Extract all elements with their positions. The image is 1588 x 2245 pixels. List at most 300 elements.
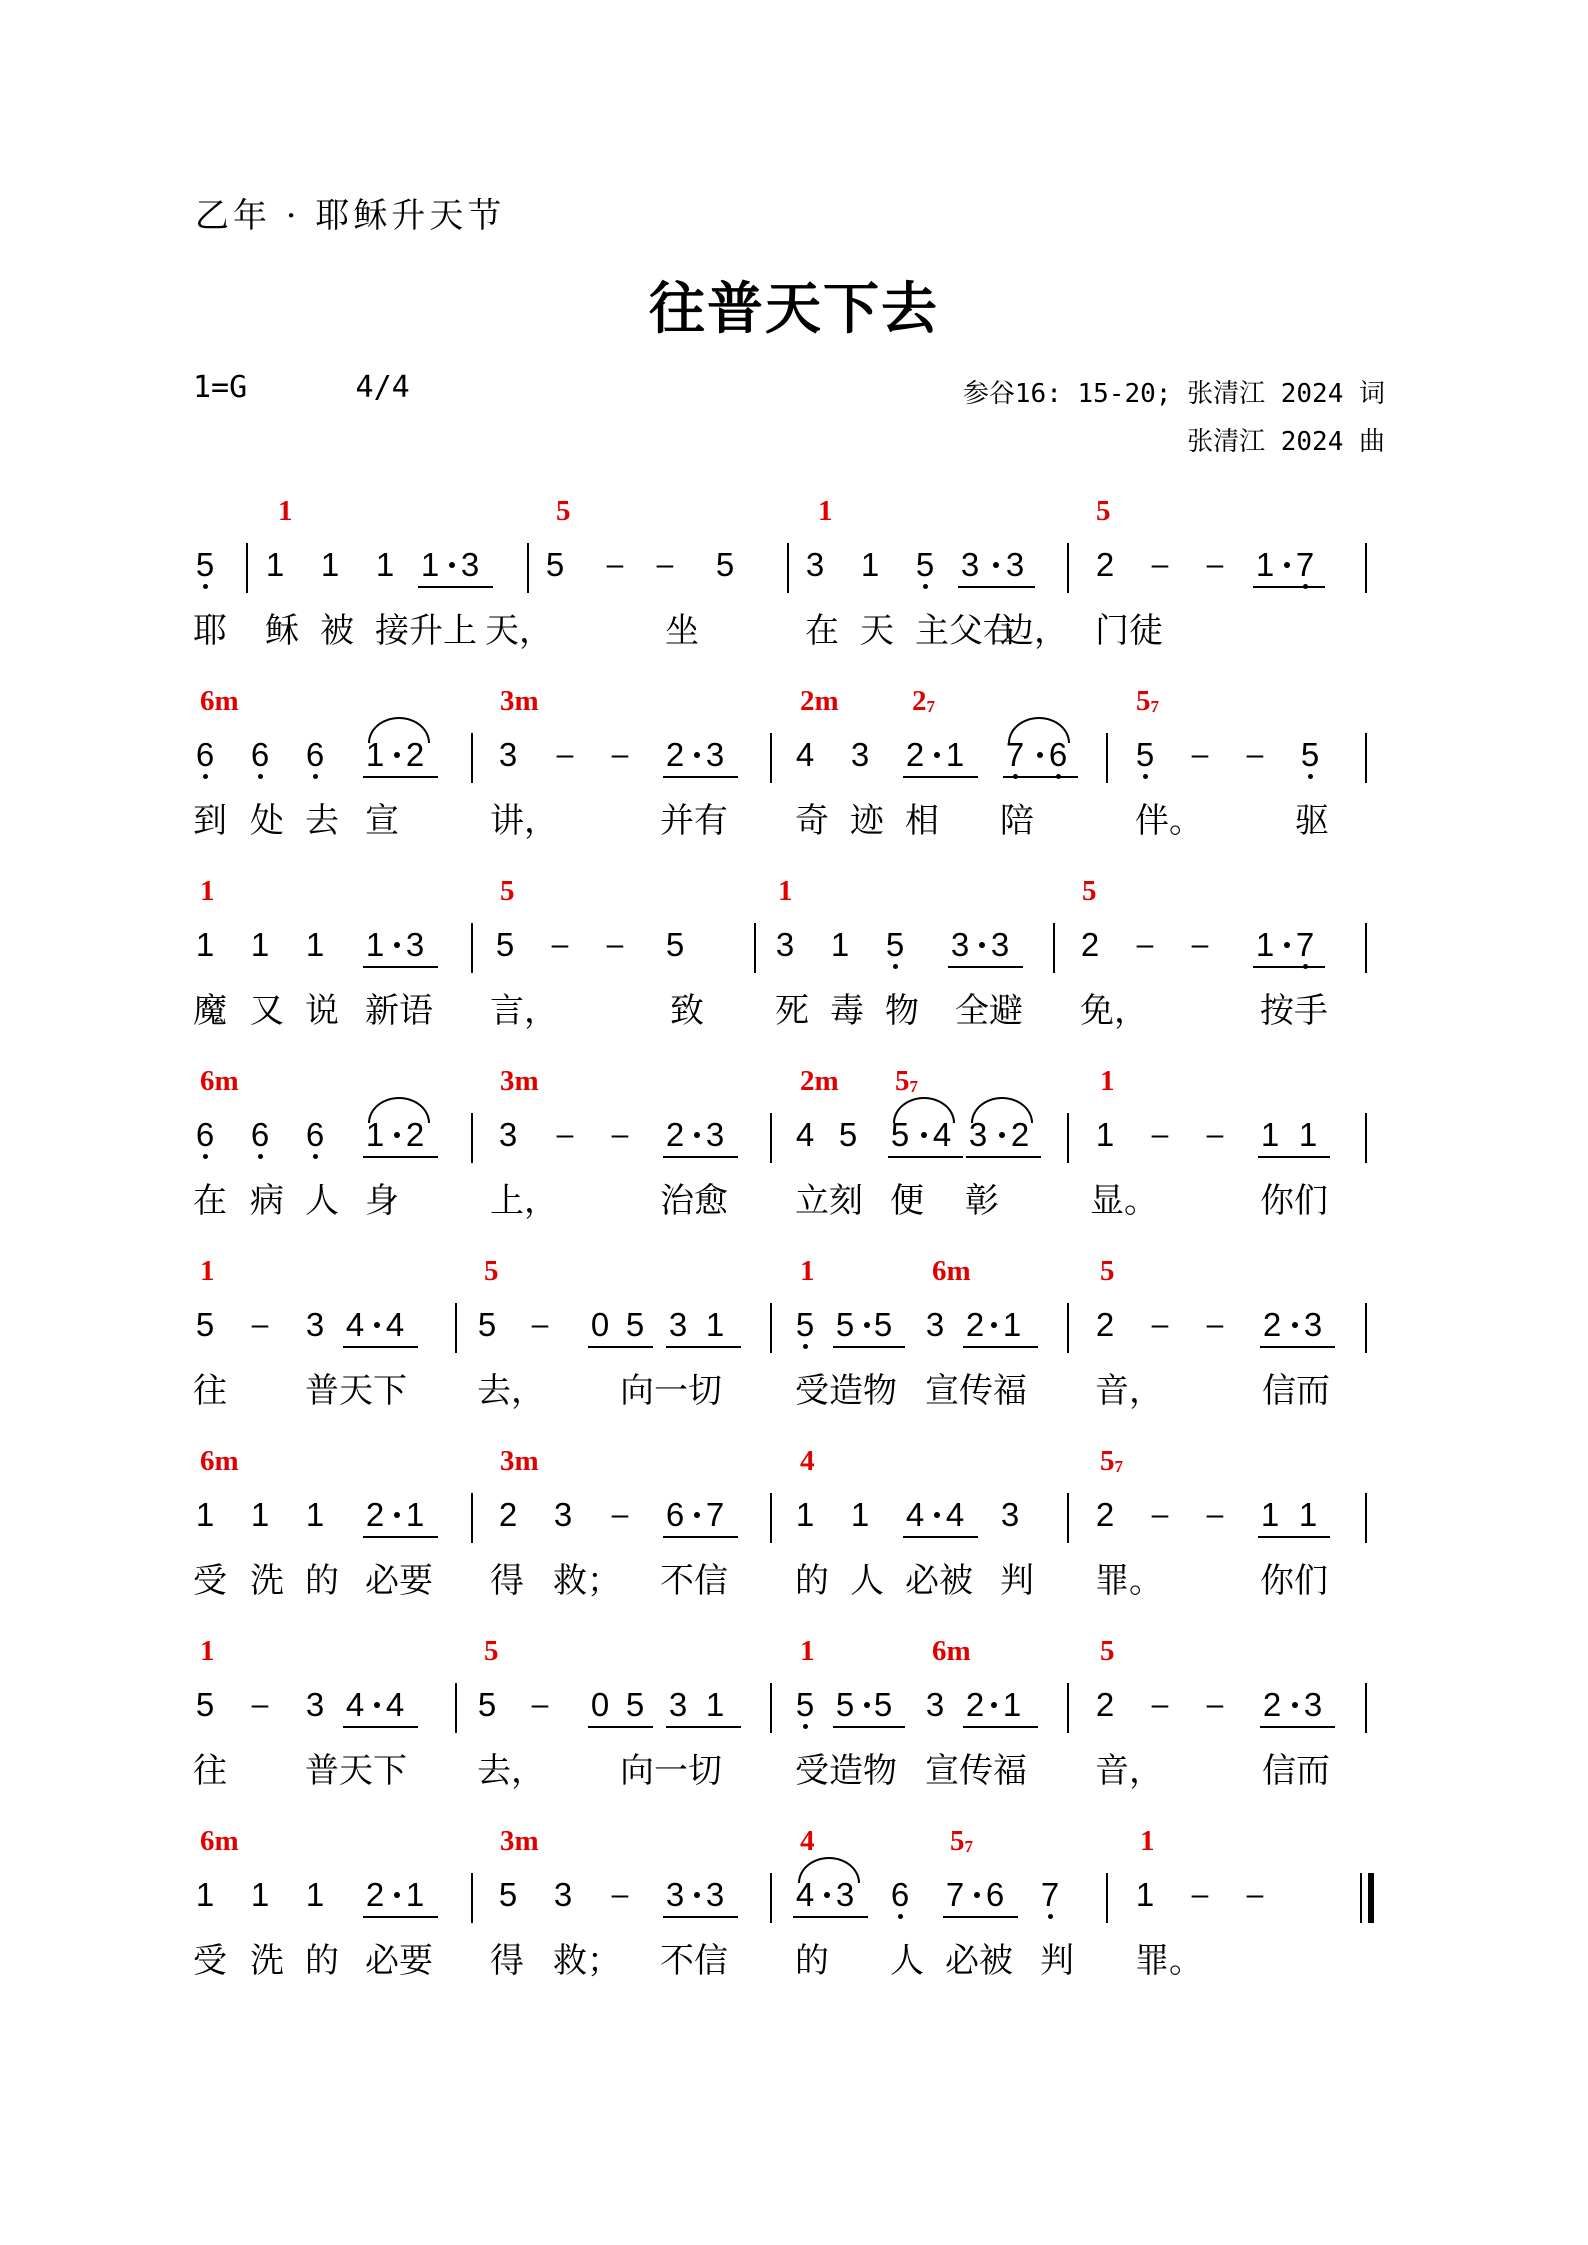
score-system	[0, 1635, 1588, 1825]
note-numeral: 1	[705, 1306, 725, 1343]
slur-arc	[368, 717, 430, 743]
eighth-beam	[943, 1916, 1018, 1918]
augmentation-dot	[694, 752, 700, 758]
lyric-syllable: 陪	[1000, 801, 1034, 841]
lyric-syllable: 判	[1040, 1941, 1074, 1981]
augmentation-dot	[1284, 942, 1290, 948]
augmentation-dot	[694, 1892, 700, 1898]
augmentation-dot	[1037, 752, 1043, 758]
augmentation-dot	[1284, 562, 1290, 568]
lyric-syllable: 新语	[365, 991, 433, 1031]
chord-symbol: $5_7$	[1136, 685, 1159, 717]
note-numeral: 3	[950, 926, 970, 963]
note-numeral: 5	[715, 546, 735, 583]
barline	[1067, 1113, 1069, 1163]
note-numeral: 5	[873, 1306, 893, 1343]
note-numeral: 6	[885, 1875, 915, 1915]
note-numeral: 6	[1043, 735, 1073, 775]
lyric-syllable: 的	[305, 1941, 339, 1981]
note-numeral: 7	[1000, 735, 1030, 775]
note-numeral: 1	[1095, 1116, 1115, 1153]
note-extension: –	[1151, 1498, 1169, 1531]
chord-symbol: 5	[484, 1635, 499, 1667]
lyric-syllable: 的	[305, 1561, 339, 1601]
barline	[1067, 1493, 1069, 1543]
note-numeral: 5	[1130, 735, 1160, 775]
note-numeral: 3	[925, 1306, 945, 1343]
barline	[471, 733, 473, 783]
note-extension: –	[611, 1118, 629, 1151]
note-numeral: 3	[925, 1686, 945, 1723]
note-extension: –	[1151, 548, 1169, 581]
note-numeral: 7	[705, 1496, 725, 1533]
lyric-syllable: 毒	[830, 991, 864, 1031]
score-system	[0, 1065, 1588, 1255]
eighth-beam	[833, 1726, 905, 1728]
lyric-syllable: 判	[1000, 1561, 1034, 1601]
note-numeral: 3	[460, 546, 480, 583]
chord-symbol: $5_7$	[950, 1825, 973, 1857]
note-extension: –	[556, 1118, 574, 1151]
note-numeral: 2	[965, 1686, 985, 1723]
augmentation-dot	[864, 1322, 870, 1328]
note-extension: –	[1246, 1878, 1264, 1911]
note-extension: –	[251, 1308, 269, 1341]
chord-symbol: 6m	[200, 1825, 239, 1857]
barline	[770, 1493, 772, 1543]
note-numeral: 2	[1262, 1686, 1282, 1723]
lyric-syllable: 不信	[660, 1941, 728, 1981]
barline	[246, 543, 248, 593]
note-numeral: 4	[345, 1686, 365, 1723]
lyric-syllable: 立刻	[795, 1181, 863, 1221]
chord-symbol: 6m	[200, 1445, 239, 1477]
chord-symbol: 4	[800, 1825, 815, 1857]
lyric-syllable: 上，	[490, 1181, 558, 1221]
note-numeral: 3	[553, 1876, 573, 1913]
note-numeral: 2	[1095, 1686, 1115, 1723]
chord-symbol: 3m	[500, 1065, 539, 1097]
note-numeral: 2	[1095, 1306, 1115, 1343]
note-numeral: 5	[910, 545, 940, 585]
lyric-syllable: 耶	[193, 611, 227, 651]
note-numeral: 3	[1005, 546, 1025, 583]
lyric-syllable: 必要	[365, 1561, 433, 1601]
lyric-syllable: 死	[775, 991, 809, 1031]
note-numeral: 6	[245, 735, 275, 775]
lyric-syllable: 向一切	[620, 1751, 722, 1791]
barline	[1365, 1683, 1367, 1733]
barline	[1067, 1303, 1069, 1353]
lyric-syllable: 身	[365, 1181, 399, 1221]
augmentation-dot	[974, 1892, 980, 1898]
eighth-beam	[1258, 1156, 1330, 1158]
eighth-beam	[833, 1346, 905, 1348]
note-extension: –	[1136, 928, 1154, 961]
note-extension: –	[251, 1688, 269, 1721]
note-numeral: 3	[665, 1876, 685, 1913]
note-numeral: 3	[1303, 1686, 1323, 1723]
note-numeral: 2	[1095, 1496, 1115, 1533]
lyric-syllable: 稣	[265, 611, 299, 651]
augmentation-dot	[394, 752, 400, 758]
note-numeral: 2	[498, 1496, 518, 1533]
lyric-syllable: 受	[193, 1561, 227, 1601]
note-numeral: 1	[1002, 1686, 1022, 1723]
eighth-beam	[363, 966, 438, 968]
eighth-beam	[663, 1536, 738, 1538]
chord-symbol: 5	[1082, 875, 1097, 907]
barline	[1365, 923, 1367, 973]
note-numeral: 5	[545, 546, 565, 583]
note-numeral: 5	[838, 1116, 858, 1153]
note-numeral: 1	[250, 1496, 270, 1533]
chord-symbol: 6m	[932, 1255, 971, 1287]
note-numeral: 5	[195, 1306, 215, 1343]
chord-symbol: 2m	[800, 685, 839, 717]
eighth-beam	[666, 1726, 741, 1728]
note-numeral: 3	[1303, 1306, 1323, 1343]
note-numeral: 3	[705, 1876, 725, 1913]
note-numeral: 1	[365, 736, 385, 773]
note-extension: –	[1191, 738, 1209, 771]
note-extension: –	[606, 928, 624, 961]
note-numeral: 7	[1290, 545, 1320, 585]
barline	[1365, 1303, 1367, 1353]
lyric-syllable: 奇	[795, 801, 829, 841]
note-numeral: 3	[1000, 1496, 1020, 1533]
lyric-syllable: 接升上	[375, 611, 477, 651]
chord-symbol: $5_7$	[895, 1065, 918, 1097]
eighth-beam	[1253, 586, 1325, 588]
note-numeral: 3	[498, 736, 518, 773]
note-extension: –	[1191, 1878, 1209, 1911]
chord-symbol: 6m	[932, 1635, 971, 1667]
liturgical-occasion: 乙年 · 耶稣升天节	[195, 196, 506, 236]
note-numeral: 1	[305, 926, 325, 963]
lyric-syllable: 处	[250, 801, 284, 841]
augmentation-dot	[979, 942, 985, 948]
note-numeral: 1	[195, 1496, 215, 1533]
final-barline-thin	[1360, 1873, 1362, 1923]
lyric-syllable: 救；	[553, 1561, 621, 1601]
note-numeral: 5	[625, 1686, 645, 1723]
note-numeral: 2	[965, 1306, 985, 1343]
score-system	[0, 875, 1588, 1065]
augmentation-dot	[999, 1132, 1005, 1138]
note-numeral: 1	[830, 926, 850, 963]
chord-symbol: 1	[200, 875, 215, 907]
chord-seventh: 7	[1114, 1457, 1123, 1476]
lyric-syllable: 人	[890, 1941, 924, 1981]
barline	[455, 1683, 457, 1733]
note-numeral: 2	[1095, 546, 1115, 583]
eighth-beam	[1260, 1726, 1335, 1728]
note-numeral: 0	[590, 1686, 610, 1723]
lyric-syllable: 宣传福	[925, 1751, 1027, 1791]
chord-symbol: 3m	[500, 685, 539, 717]
lyric-syllable: 言，	[490, 991, 558, 1031]
note-numeral: 4	[945, 1496, 965, 1533]
note-numeral: 2	[365, 1496, 385, 1533]
barline	[527, 543, 529, 593]
augmentation-dot	[394, 942, 400, 948]
barline	[770, 1873, 772, 1923]
note-numeral: 1	[945, 736, 965, 773]
lyric-syllable: 往	[193, 1751, 227, 1791]
lyric-syllable: 显。	[1090, 1181, 1158, 1221]
eighth-beam	[903, 1536, 978, 1538]
lyric-syllable: 的	[795, 1561, 829, 1601]
note-extension: –	[1151, 1688, 1169, 1721]
note-numeral: 5	[790, 1305, 820, 1345]
lyric-syllable: 宣传福	[925, 1371, 1027, 1411]
lyric-syllable: 得	[490, 1561, 524, 1601]
note-extension: –	[1151, 1308, 1169, 1341]
score-system	[0, 1445, 1588, 1635]
note-numeral: 6	[245, 1115, 275, 1155]
note-numeral: 1	[320, 546, 340, 583]
chord-symbol: 2m	[800, 1065, 839, 1097]
note-numeral: 3	[305, 1306, 325, 1343]
note-numeral: 3	[668, 1306, 688, 1343]
slur-arc	[893, 1097, 955, 1123]
note-extension: –	[1206, 548, 1224, 581]
eighth-beam	[948, 966, 1023, 968]
note-numeral: 1	[365, 926, 385, 963]
chord-seventh: 7	[926, 697, 935, 716]
lyric-syllable: 受造物	[795, 1371, 897, 1411]
note-extension: –	[1191, 928, 1209, 961]
lyric-syllable: 的	[795, 1941, 829, 1981]
barline	[770, 1303, 772, 1353]
note-numeral: 4	[795, 736, 815, 773]
note-numeral: 3	[705, 736, 725, 773]
lyric-syllable: 按手	[1260, 991, 1328, 1031]
note-numeral: 3	[805, 546, 825, 583]
lyric-syllable: 说	[305, 991, 339, 1031]
eighth-beam	[663, 1156, 738, 1158]
lyric-syllable: 并有	[660, 801, 728, 841]
eighth-beam	[588, 1346, 653, 1348]
augmentation-dot	[374, 1322, 380, 1328]
lyric-syllable: 全避	[955, 991, 1023, 1031]
chord-symbol: 1	[200, 1635, 215, 1667]
lyric-syllable: 你们	[1260, 1181, 1328, 1221]
chord-symbol: 1	[800, 1255, 815, 1287]
lyric-syllable: 边，	[1000, 611, 1068, 651]
note-numeral: 1	[265, 546, 285, 583]
note-numeral: 4	[385, 1686, 405, 1723]
lyric-syllable: 病	[250, 1181, 284, 1221]
score-system	[0, 1255, 1588, 1445]
note-numeral: 6	[300, 1115, 330, 1155]
barline	[787, 543, 789, 593]
eighth-beam	[663, 1916, 738, 1918]
eighth-beam	[418, 586, 493, 588]
chord-symbol: 1	[778, 875, 793, 907]
lyric-syllable: 普天下	[305, 1751, 407, 1791]
chord-symbol: 6m	[200, 1065, 239, 1097]
final-barline-thick	[1368, 1873, 1374, 1923]
chord-symbol: 1	[800, 1635, 815, 1667]
score-system	[0, 1825, 1588, 2015]
lyric-syllable: 信而	[1262, 1751, 1330, 1791]
barline	[770, 733, 772, 783]
note-numeral: 5	[790, 1685, 820, 1725]
lyric-syllable: 必要	[365, 1941, 433, 1981]
note-extension: –	[1246, 738, 1264, 771]
note-numeral: 1	[1298, 1496, 1318, 1533]
note-numeral: 1	[405, 1496, 425, 1533]
augmentation-dot	[991, 1322, 997, 1328]
eighth-beam	[363, 1916, 438, 1918]
lyric-syllable: 去	[305, 801, 339, 841]
eighth-beam	[1003, 776, 1078, 778]
barline	[471, 1873, 473, 1923]
lyric-syllable: 受造物	[795, 1751, 897, 1791]
chord-seventh: 7	[964, 1837, 973, 1856]
chord-symbol: 1	[1100, 1065, 1115, 1097]
note-numeral: 1	[1260, 1116, 1280, 1153]
augmentation-dot	[394, 1892, 400, 1898]
lyric-syllable: 救；	[553, 1941, 621, 1981]
note-numeral: 5	[190, 545, 220, 585]
eighth-beam	[793, 1916, 868, 1918]
note-numeral: 7	[945, 1876, 965, 1913]
note-numeral: 1	[1255, 926, 1275, 963]
note-numeral: 5	[835, 1686, 855, 1723]
slur-arc	[368, 1097, 430, 1123]
eighth-beam	[888, 1156, 963, 1158]
note-numeral: 1	[195, 926, 215, 963]
note-numeral: 5	[835, 1306, 855, 1343]
note-numeral: 2	[405, 736, 425, 773]
lyric-syllable: 人	[850, 1561, 884, 1601]
note-numeral: 6	[985, 1876, 1005, 1913]
augmentation-dot	[934, 1512, 940, 1518]
note-numeral: 2	[1262, 1306, 1282, 1343]
barline	[1365, 733, 1367, 783]
lyric-syllable: 信而	[1262, 1371, 1330, 1411]
slur-arc	[971, 1097, 1033, 1123]
note-numeral: 5	[477, 1686, 497, 1723]
barline	[471, 1113, 473, 1163]
chord-symbol: 1	[818, 495, 833, 527]
lyric-syllable: 被	[320, 611, 354, 651]
chord-symbol: 5	[556, 495, 571, 527]
note-numeral: 1	[1002, 1306, 1022, 1343]
note-numeral: 2	[1080, 926, 1100, 963]
note-numeral: 3	[775, 926, 795, 963]
lyric-syllable: 迹	[850, 801, 884, 841]
barline	[754, 923, 756, 973]
lyric-syllable: 天，	[485, 611, 553, 651]
note-numeral: 5	[665, 926, 685, 963]
note-numeral: 1	[420, 546, 440, 583]
note-numeral: 1	[375, 546, 395, 583]
eighth-beam	[343, 1346, 418, 1348]
barline	[471, 923, 473, 973]
barline	[770, 1113, 772, 1163]
lyric-syllable: 洗	[250, 1941, 284, 1981]
lyric-syllable: 去，	[477, 1371, 545, 1411]
note-extension: –	[551, 928, 569, 961]
eighth-beam	[963, 1346, 1038, 1348]
eighth-beam	[363, 776, 438, 778]
barline	[1365, 1113, 1367, 1163]
chord-symbol: 5	[500, 875, 515, 907]
note-numeral: 1	[1298, 1116, 1318, 1153]
eighth-beam	[966, 1156, 1041, 1158]
augmentation-dot	[934, 752, 940, 758]
lyric-syllable: 必被	[905, 1561, 973, 1601]
note-extension: –	[611, 1498, 629, 1531]
lyric-syllable: 门徒	[1095, 611, 1163, 651]
note-numeral: 7	[1290, 925, 1320, 965]
lyric-syllable: 不信	[660, 1561, 728, 1601]
note-numeral: 4	[795, 1876, 815, 1913]
note-extension: –	[606, 548, 624, 581]
note-numeral: 5	[477, 1306, 497, 1343]
augmentation-dot	[374, 1702, 380, 1708]
note-numeral: 1	[705, 1686, 725, 1723]
chord-symbol: 5	[1100, 1635, 1115, 1667]
note-numeral: 2	[365, 1876, 385, 1913]
lyric-syllable: 必被	[945, 1941, 1013, 1981]
note-numeral: 1	[305, 1496, 325, 1533]
note-numeral: 4	[795, 1116, 815, 1153]
note-numeral: 3	[498, 1116, 518, 1153]
eighth-beam	[1253, 966, 1325, 968]
lyric-syllable: 洗	[250, 1561, 284, 1601]
lyric-syllable: 又	[250, 991, 284, 1031]
lyric-syllable: 魔	[193, 991, 227, 1031]
augmentation-dot	[694, 1132, 700, 1138]
song-title: 往普天下去	[649, 277, 939, 342]
eighth-beam	[958, 586, 1035, 588]
note-numeral: 1	[195, 1876, 215, 1913]
note-numeral: 2	[905, 736, 925, 773]
score-system	[0, 495, 1588, 685]
note-numeral: 1	[365, 1116, 385, 1153]
eighth-beam	[1260, 1346, 1335, 1348]
chord-symbol: 4	[800, 1445, 815, 1477]
eighth-beam	[666, 1346, 741, 1348]
barline	[1365, 1493, 1367, 1543]
lyric-syllable: 在	[193, 1181, 227, 1221]
lyric-syllable: 人	[305, 1181, 339, 1221]
chord-symbol: 5	[484, 1255, 499, 1287]
slur-arc	[798, 1857, 860, 1883]
eighth-beam	[363, 1156, 438, 1158]
note-numeral: 2	[665, 1116, 685, 1153]
augmentation-dot	[394, 1512, 400, 1518]
note-numeral: 3	[835, 1876, 855, 1913]
note-numeral: 1	[795, 1496, 815, 1533]
chord-seventh: 7	[1150, 697, 1159, 716]
lyrics-credit: 参谷16: 15-20; 张清江 2024 词	[962, 379, 1385, 409]
note-extension: –	[1206, 1118, 1224, 1151]
note-numeral: 3	[705, 1116, 725, 1153]
note-numeral: 3	[968, 1116, 988, 1153]
note-extension: –	[656, 548, 674, 581]
barline	[1067, 543, 1069, 593]
lyric-syllable: 驱	[1295, 801, 1329, 841]
augmentation-dot	[824, 1892, 830, 1898]
chord-symbol: 5	[1096, 495, 1111, 527]
note-numeral: 3	[990, 926, 1010, 963]
